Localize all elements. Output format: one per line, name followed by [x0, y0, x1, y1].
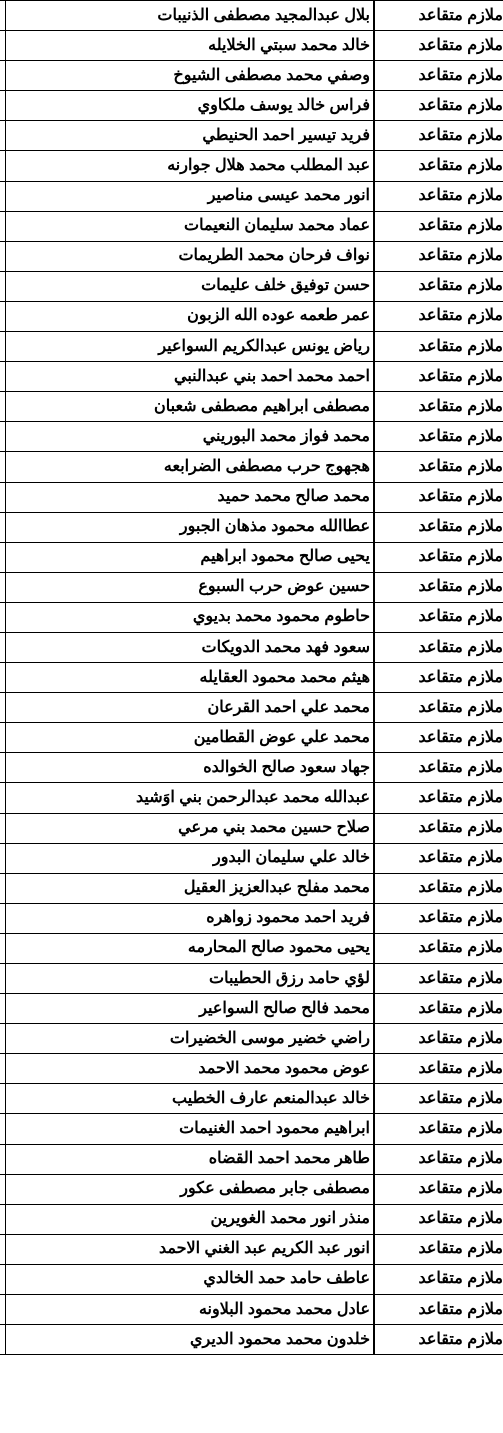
- name-cell: رياض يونس عبدالكريم السواعير: [6, 332, 375, 362]
- name-cell: فريد تيسير احمد الحنيطي: [6, 121, 375, 151]
- table-edge-cell: [0, 181, 6, 211]
- table-row: [0, 813, 503, 843]
- table-edge-cell: [0, 783, 6, 813]
- table-edge-cell: [0, 1, 6, 31]
- table-row: [0, 994, 503, 1024]
- table-row: [0, 211, 503, 241]
- table-edge-cell: [0, 121, 6, 151]
- table-row: [0, 332, 503, 362]
- table-row: [0, 362, 503, 392]
- table-row: [0, 1054, 503, 1084]
- rank-cell: ملازم متقاعد: [374, 121, 503, 151]
- rank-cell: ملازم متقاعد: [374, 362, 503, 392]
- name-cell: محمد علي احمد القرعان: [6, 693, 375, 723]
- rank-cell: ملازم متقاعد: [374, 301, 503, 331]
- table-row: [0, 1024, 503, 1054]
- table-row: [0, 542, 503, 572]
- rank-cell: ملازم متقاعد: [374, 933, 503, 963]
- table-edge-cell: [0, 211, 6, 241]
- rank-cell: ملازم متقاعد: [374, 422, 503, 452]
- rank-cell: ملازم متقاعد: [374, 151, 503, 181]
- name-cell: راضي خضير موسى الخضيرات: [6, 1024, 375, 1054]
- name-cell: بلال عبدالمجيد مصطفى الذنيبات: [6, 1, 375, 31]
- rank-cell: ملازم متقاعد: [374, 452, 503, 482]
- rank-cell: ملازم متقاعد: [374, 813, 503, 843]
- table-edge-cell: [0, 91, 6, 121]
- table-edge-cell: [0, 241, 6, 271]
- rank-cell: ملازم متقاعد: [374, 994, 503, 1024]
- table-edge-cell: [0, 422, 6, 452]
- name-cell: حاطوم محمود محمد بديوي: [6, 602, 375, 632]
- table-row: [0, 482, 503, 512]
- rank-cell: ملازم متقاعد: [374, 1024, 503, 1054]
- table-edge-cell: [0, 1084, 6, 1114]
- table-edge-cell: [0, 61, 6, 91]
- name-cell: منذر انور محمد الغويرين: [6, 1204, 375, 1234]
- rank-cell: ملازم متقاعد: [374, 1204, 503, 1234]
- table-edge-cell: [0, 1174, 6, 1204]
- table-edge-cell: [0, 843, 6, 873]
- rank-cell: ملازم متقاعد: [374, 61, 503, 91]
- table-edge-cell: [0, 572, 6, 602]
- name-cell: عمر طعمه عوده الله الزبون: [6, 301, 375, 331]
- rank-cell: ملازم متقاعد: [374, 1, 503, 31]
- table-edge-cell: [0, 933, 6, 963]
- table-row: [0, 783, 503, 813]
- table-row: [0, 181, 503, 211]
- rank-cell: ملازم متقاعد: [374, 903, 503, 933]
- rank-cell: ملازم متقاعد: [374, 1264, 503, 1294]
- rank-cell: ملازم متقاعد: [374, 1234, 503, 1264]
- rank-cell: ملازم متقاعد: [374, 181, 503, 211]
- rank-cell: ملازم متقاعد: [374, 1144, 503, 1174]
- rank-cell: ملازم متقاعد: [374, 1114, 503, 1144]
- rank-cell: ملازم متقاعد: [374, 512, 503, 542]
- name-cell: نواف فرحان محمد الطريمات: [6, 241, 375, 271]
- rank-cell: ملازم متقاعد: [374, 211, 503, 241]
- table-edge-cell: [0, 873, 6, 903]
- table-edge-cell: [0, 542, 6, 572]
- rank-cell: ملازم متقاعد: [374, 482, 503, 512]
- rank-cell: ملازم متقاعد: [374, 241, 503, 271]
- rank-cell: ملازم متقاعد: [374, 602, 503, 632]
- rank-cell: ملازم متقاعد: [374, 843, 503, 873]
- table-row: [0, 602, 503, 632]
- name-cell: حسن توفيق خلف عليمات: [6, 271, 375, 301]
- table-row: [0, 572, 503, 602]
- rank-cell: ملازم متقاعد: [374, 1325, 503, 1355]
- rank-cell: ملازم متقاعد: [374, 693, 503, 723]
- name-cell: حسين عوض حرب السبوع: [6, 572, 375, 602]
- rank-cell: ملازم متقاعد: [374, 1084, 503, 1114]
- table-edge-cell: [0, 452, 6, 482]
- name-cell: عادل محمد محمود البلاونه: [6, 1295, 375, 1325]
- table-edge-cell: [0, 482, 6, 512]
- table-row: [0, 723, 503, 753]
- name-cell: خالد محمد سبتي الخلايله: [6, 31, 375, 61]
- name-cell: محمد فواز محمد البوريني: [6, 422, 375, 452]
- table-edge-cell: [0, 753, 6, 783]
- table-edge-cell: [0, 1144, 6, 1174]
- name-cell: محمد صالح محمد حميد: [6, 482, 375, 512]
- name-cell: خالد علي سليمان البدور: [6, 843, 375, 873]
- name-cell: محمد فالح صالح السواعير: [6, 994, 375, 1024]
- name-cell: يحيى صالح محمود ابراهيم: [6, 542, 375, 572]
- table-edge-cell: [0, 512, 6, 542]
- table-edge-cell: [0, 723, 6, 753]
- name-cell: عماد محمد سليمان النعيمات: [6, 211, 375, 241]
- table-row: [0, 301, 503, 331]
- rank-cell: ملازم متقاعد: [374, 873, 503, 903]
- table-edge-cell: [0, 1024, 6, 1054]
- table-row: [0, 1295, 503, 1325]
- table-row: [0, 933, 503, 963]
- table-edge-cell: [0, 663, 6, 693]
- name-cell: خلدون محمد محمود الديري: [6, 1325, 375, 1355]
- table-edge-cell: [0, 1295, 6, 1325]
- rank-cell: ملازم متقاعد: [374, 1295, 503, 1325]
- table-row: [0, 632, 503, 662]
- table-row: [0, 903, 503, 933]
- name-cell: يحيى محمود صالح المحارمه: [6, 933, 375, 963]
- rank-cell: ملازم متقاعد: [374, 723, 503, 753]
- table-row: [0, 1084, 503, 1114]
- name-cell: احمد محمد احمد بني عبدالنبي: [6, 362, 375, 392]
- name-cell: عوض محمود محمد الاحمد: [6, 1054, 375, 1084]
- name-cell: لؤي حامد رزق الحطيبات: [6, 964, 375, 994]
- rank-cell: ملازم متقاعد: [374, 1174, 503, 1204]
- table-edge-cell: [0, 903, 6, 933]
- table-row: [0, 151, 503, 181]
- table-edge-cell: [0, 271, 6, 301]
- name-cell: مصطفى ابراهيم مصطفى شعبان: [6, 392, 375, 422]
- rank-cell: ملازم متقاعد: [374, 632, 503, 662]
- table-edge-cell: [0, 964, 6, 994]
- name-cell: جهاد سعود صالح الخوالده: [6, 753, 375, 783]
- name-cell: انور محمد عيسى مناصير: [6, 181, 375, 211]
- name-cell: عاطف حامد حمد الخالدي: [6, 1264, 375, 1294]
- name-cell: محمد علي عوض القطامين: [6, 723, 375, 753]
- rank-cell: ملازم متقاعد: [374, 572, 503, 602]
- table-edge-cell: [0, 392, 6, 422]
- table-edge-cell: [0, 301, 6, 331]
- table-row: [0, 271, 503, 301]
- table-row: [0, 512, 503, 542]
- table-edge-cell: [0, 1264, 6, 1294]
- name-cell: انور عبد الكريم عبد الغني الاحمد: [6, 1234, 375, 1264]
- table-row: [0, 121, 503, 151]
- name-cell: خالد عبدالمنعم عارف الخطيب: [6, 1084, 375, 1114]
- name-cell: سعود فهد محمد الدويكات: [6, 632, 375, 662]
- table-edge-cell: [0, 1114, 6, 1144]
- table-row: [0, 843, 503, 873]
- table-row: [0, 1114, 503, 1144]
- name-cell: هيثم محمد محمود العقايله: [6, 663, 375, 693]
- rank-cell: ملازم متقاعد: [374, 31, 503, 61]
- table-edge-cell: [0, 994, 6, 1024]
- name-cell: ابراهيم محمود احمد الغنيمات: [6, 1114, 375, 1144]
- table-row: [0, 241, 503, 271]
- name-cell: عبدالله محمد عبدالرحمن بني اوَشيد: [6, 783, 375, 813]
- table-edge-cell: [0, 332, 6, 362]
- table-row: [0, 964, 503, 994]
- table-edge-cell: [0, 1204, 6, 1234]
- table-row: [0, 1264, 503, 1294]
- table-row: [0, 1, 503, 31]
- table-edge-cell: [0, 151, 6, 181]
- name-cell: محمد مفلح عبدالعزيز العقيل: [6, 873, 375, 903]
- name-cell: طاهر محمد احمد القضاه: [6, 1144, 375, 1174]
- rank-cell: ملازم متقاعد: [374, 91, 503, 121]
- table-row: [0, 61, 503, 91]
- table-row: [0, 422, 503, 452]
- roster-table-body: [0, 1, 503, 1355]
- table-edge-cell: [0, 813, 6, 843]
- name-cell: وصفي محمد مصطفى الشيوخ: [6, 61, 375, 91]
- table-edge-cell: [0, 31, 6, 61]
- name-cell: هجهوج حرب مصطفى الضرابعه: [6, 452, 375, 482]
- table-row: [0, 663, 503, 693]
- rank-cell: ملازم متقاعد: [374, 332, 503, 362]
- name-cell: عطاالله محمود مذهان الجبور: [6, 512, 375, 542]
- table-row: [0, 1144, 503, 1174]
- rank-cell: ملازم متقاعد: [374, 783, 503, 813]
- table-row: [0, 91, 503, 121]
- table-row: [0, 1174, 503, 1204]
- table-row: [0, 452, 503, 482]
- table-row: [0, 753, 503, 783]
- table-edge-cell: [0, 693, 6, 723]
- table-edge-cell: [0, 362, 6, 392]
- rank-cell: ملازم متقاعد: [374, 1054, 503, 1084]
- table-row: [0, 873, 503, 903]
- table-edge-cell: [0, 1054, 6, 1084]
- name-cell: عبد المطلب محمد هلال جوارنه: [6, 151, 375, 181]
- table-edge-cell: [0, 602, 6, 632]
- name-cell: مصطفى جابر مصطفى عكور: [6, 1174, 375, 1204]
- table-row: [0, 693, 503, 723]
- rank-cell: ملازم متقاعد: [374, 753, 503, 783]
- table-edge-cell: [0, 1325, 6, 1355]
- name-cell: فريد احمد محمود زواهره: [6, 903, 375, 933]
- rank-cell: ملازم متقاعد: [374, 964, 503, 994]
- table-edge-cell: [0, 632, 6, 662]
- table-edge-cell: [0, 1234, 6, 1264]
- table-row: [0, 1234, 503, 1264]
- rank-cell: ملازم متقاعد: [374, 663, 503, 693]
- table-row: [0, 31, 503, 61]
- table-row: [0, 1204, 503, 1234]
- rank-cell: ملازم متقاعد: [374, 542, 503, 572]
- rank-cell: ملازم متقاعد: [374, 271, 503, 301]
- table-row: [0, 1325, 503, 1355]
- name-cell: فراس خالد يوسف ملكاوي: [6, 91, 375, 121]
- name-cell: صلاح حسين محمد بني مرعي: [6, 813, 375, 843]
- rank-cell: ملازم متقاعد: [374, 392, 503, 422]
- table-row: [0, 392, 503, 422]
